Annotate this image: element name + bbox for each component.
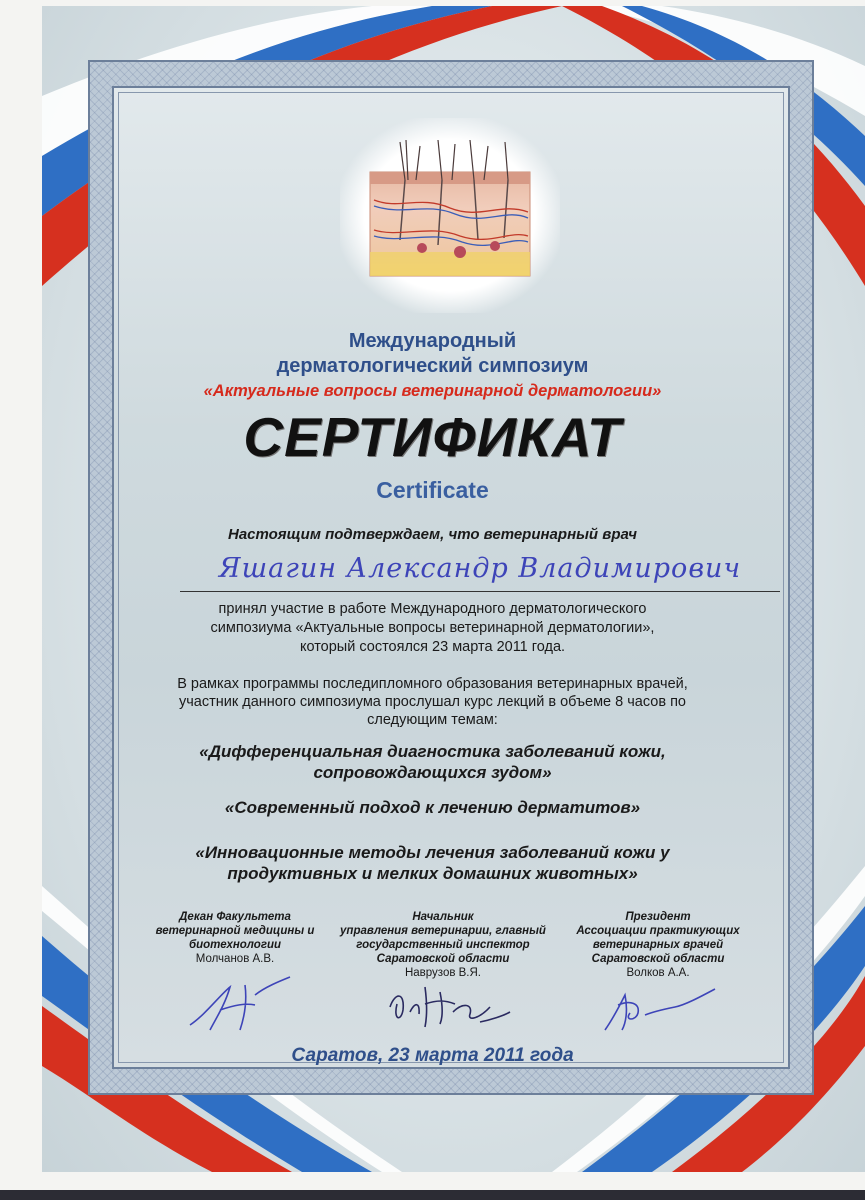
lecture-topic-line: продуктивных и мелких домашних животных» <box>227 864 638 883</box>
lecture-topic-line: «Инновационные методы лечения заболеваний кожи у <box>195 843 670 862</box>
place-and-date: Саратов, 23 марта 2011 года <box>291 1045 574 1066</box>
certificate-title: СЕРТИФИКАТ <box>243 406 622 468</box>
lecture-topic <box>0 842 865 884</box>
program-line: следующим темам: <box>367 712 498 728</box>
signer-title-line: управления ветеринарии, главный <box>340 925 546 937</box>
lecture-topic-line: сопровождающихся зудом» <box>313 763 552 782</box>
signer-dean <box>140 910 330 966</box>
program-line: участник данного симпозиума прослушал курс лекций в объеме 8 часов по <box>179 694 686 710</box>
signer-title-line: биотехнологии <box>188 939 282 951</box>
signer-title-line: ветеринарной медицины и <box>155 925 315 937</box>
signer-title-line: Ассоциации практикующих <box>576 925 740 937</box>
certificate-subtitle-english: Certificate <box>376 477 489 503</box>
signer-title-line: Начальник <box>412 911 474 923</box>
skin-cross-section-illustration <box>340 118 560 313</box>
signer-name: Молчанов А.В. <box>195 953 275 965</box>
signer-title-line: Саратовской области <box>376 953 510 965</box>
symposium-name-line2: дерматологический симпозиум <box>276 355 589 377</box>
lecture-topic <box>0 741 865 783</box>
signer-title-line: Декан Факультета <box>179 911 291 923</box>
dean-signature <box>185 975 295 1035</box>
participation-line: принял участие в работе Международного дерматологического <box>218 601 647 617</box>
signer-title-line: ветеринарных врачей <box>592 939 724 951</box>
program-line: В рамках программы последипломного образования ветеринарных врачей, <box>177 676 688 692</box>
symposium-name-line1: Международный <box>348 330 517 352</box>
signer-association-president <box>563 910 753 980</box>
confirmation-statement: Настоящим подтверждаем, что ветеринарный врач <box>227 526 638 543</box>
signer-title-line: Саратовской области <box>591 953 725 965</box>
president-signature <box>600 985 720 1035</box>
signer-title-line: государственный инспектор <box>356 939 530 951</box>
participation-paragraph <box>0 600 865 657</box>
chief-signature <box>385 982 515 1032</box>
signer-name: Наврузов В.Я. <box>404 967 482 979</box>
signer-name: Волков А.А. <box>626 967 690 979</box>
scan-edge-bar <box>0 1190 865 1200</box>
lecture-topic <box>0 797 865 818</box>
signer-veterinary-chief <box>338 910 548 980</box>
symposium-subtitle: «Актуальные вопросы ветеринарной дерматологии» <box>203 382 662 400</box>
lecture-topic-line: «Дифференциальная диагностика заболеваний кожи, <box>199 742 666 761</box>
lecture-topic-line: «Современный подход к лечению дерматитов» <box>224 798 641 817</box>
program-paragraph <box>0 675 865 729</box>
recipient-name-handwritten: Яшагин Александр Владимирович <box>218 553 742 584</box>
participation-line: который состоялся 23 марта 2011 года. <box>299 639 566 655</box>
signer-title-line: Президент <box>625 911 691 923</box>
participation-line: симпозиума «Актуальные вопросы ветеринарной дерматологии», <box>210 620 655 636</box>
name-underline <box>180 591 780 592</box>
